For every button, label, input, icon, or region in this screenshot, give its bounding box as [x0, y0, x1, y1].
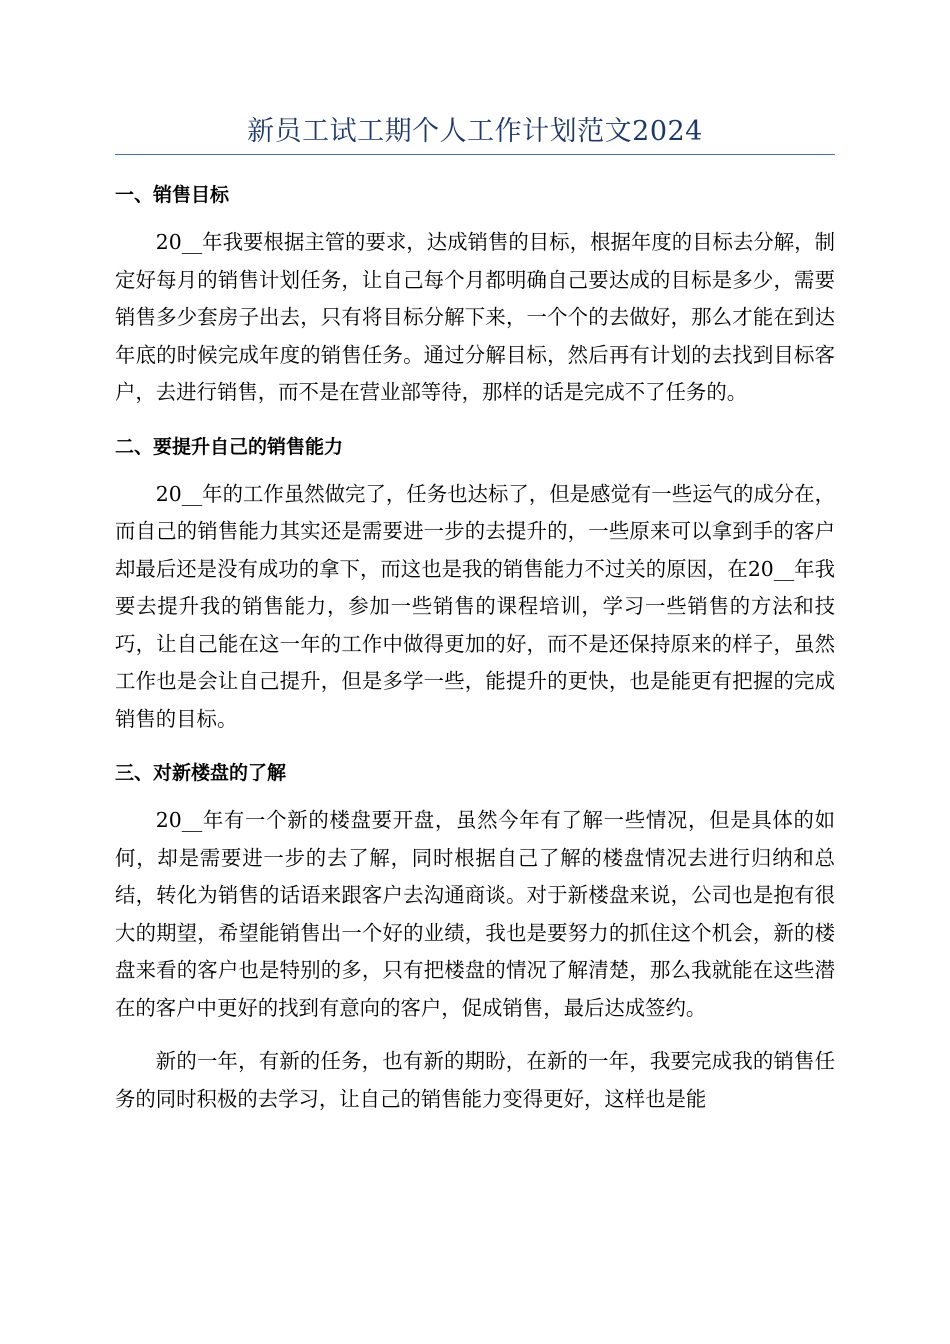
document-title: 新员工试工期个人工作计划范文2024: [247, 116, 703, 147]
section-heading-2: 二、要提升自己的销售能力: [115, 435, 344, 458]
section-paragraph-1: 20__年我要根据主管的要求，达成销售的目标，根据年度的目标去分解，制定好每月的销售计划任务，让自己每个月都明确自己要达成的目标是多少，需要销售多少套房子出去，只有将目标分解下来，一个个的去做好，那么才能在到达年底的时候完成年度的销售任务。通过分解目标，然后再有计划的去找到目标客户，去进行销售，而不是在营业部等待，那样的话是完成不了任务的。: [115, 230, 835, 404]
closing-paragraph: 新的一年，有新的任务，也有新的期盼，在新的一年，我要完成我的销售任务的同时积极的去学习，让自己的销售能力变得更好，这样也是能: [115, 1049, 835, 1111]
section-paragraph-2: 20__年的工作虽然做完了，任务也达标了，但是感觉有一些运气的成分在，而自己的销售能力其实还是需要进一步的去提升的，一些原来可以拿到手的客户却最后还是没有成功的拿下，而这也是我的销售能力不过关的原因，在20__年我要去提升我的销售能力，参加一些销售的课程培训，学习一些销售的方法和技巧，让自己能在这一年的工作中做得更加的好，而不是还保持原来的样子，虽然工作也是会让自己提升，但是多学一些，能提升的更快，也是能更有把握的完成销售的目标。: [115, 481, 835, 731]
section-heading-3: 三、对新楼盘的了解: [115, 762, 287, 784]
title-underline: [115, 154, 835, 155]
section-paragraph-3: 20__年有一个新的楼盘要开盘，虽然今年有了解一些情况，但是具体的如何，却是需要进一步的去了解，同时根据自己了解的楼盘情况去进行归纳和总结，转化为销售的话语来跟客户去沟通商谈。对于新楼盘来说，公司也是抱有很大的期望，希望能销售出一个好的业绩，我也是要努力的抓住这个机会，新的楼盘来看的客户也是特别的多，只有把楼盘的情况了解清楚，那么我就能在这些潜在的客户中更好的找到有意向的客户，促成销售，最后达成签约。: [115, 808, 835, 1020]
document-body: [115, 176, 835, 1134]
section-heading-1: 一、销售目标: [115, 184, 230, 206]
